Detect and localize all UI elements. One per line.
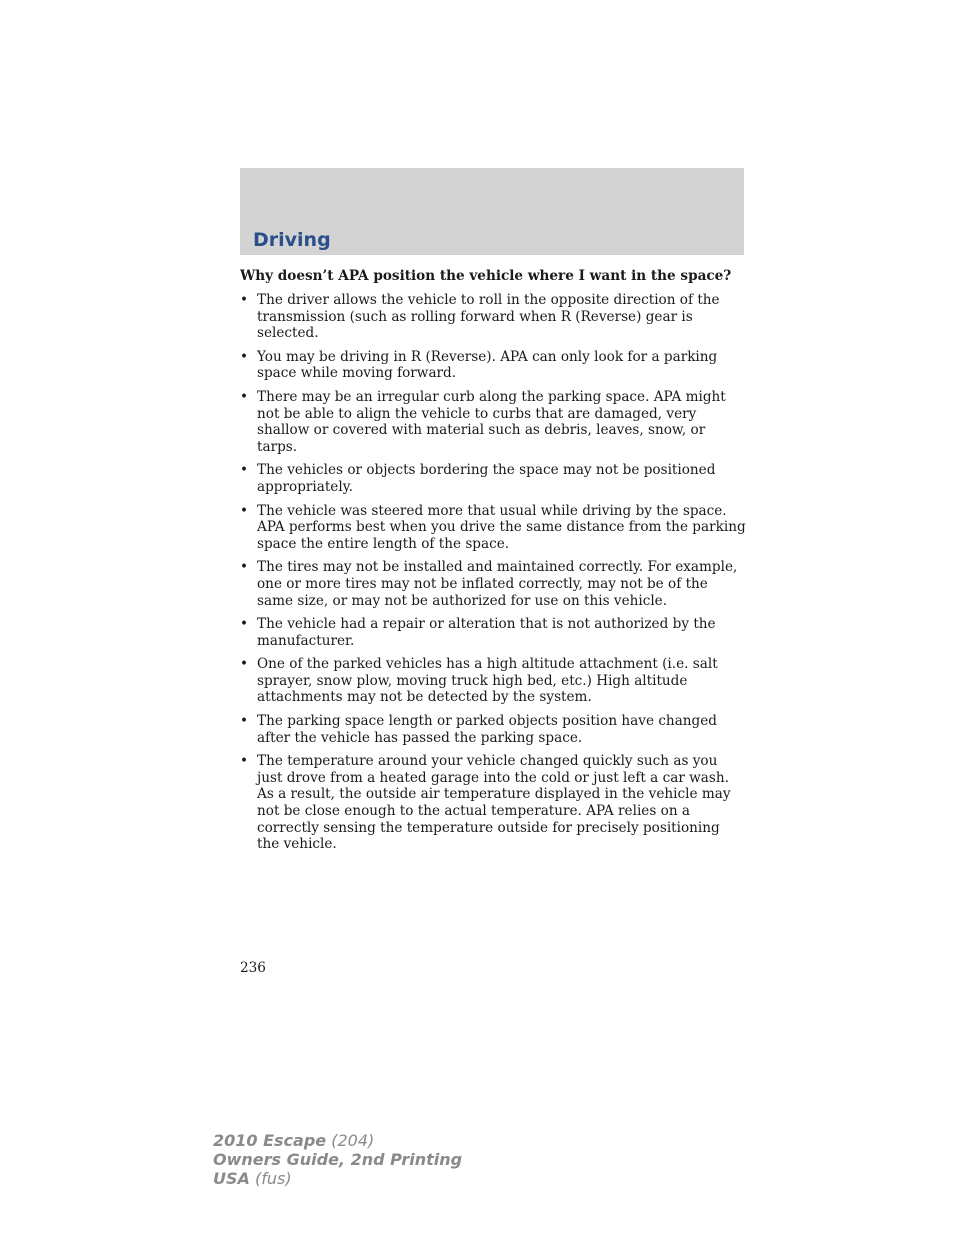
list-item-text: One of the parked vehicles has a high altitude attachment (i.e. salt sprayer, snow plow, moving truck high bed, etc.) High altitude attachments may not be detected by the system. (257, 656, 718, 706)
section-header-band (240, 168, 744, 255)
bullet-icon: • (240, 462, 249, 479)
list-item (240, 389, 746, 455)
bullet-icon: • (240, 388, 249, 405)
footer-market-code: (fus) (255, 1169, 292, 1188)
list-item-text: The tires may not be installed and maintained correctly. For example, one or more tires may not be inflated correctly, may not be of the same size, or may not be authorized for use on this vehicle. (257, 559, 738, 609)
list-item-text: The vehicles or objects bordering the space may not be positioned appropriately. (257, 462, 716, 495)
list-item (240, 753, 746, 853)
list-item (240, 292, 746, 342)
list-item (240, 559, 746, 609)
bullet-list (240, 292, 746, 853)
bullet-icon: • (240, 713, 249, 730)
bullet-icon: • (240, 502, 249, 519)
list-item-text: You may be driving in R (Reverse). APA can only look for a parking space while moving forward. (257, 348, 718, 382)
bullet-icon: • (240, 348, 249, 365)
bullet-icon: • (240, 753, 249, 770)
list-item (240, 656, 746, 706)
footer-model-code: (204) (331, 1131, 375, 1150)
footer-model-name: 2010 Escape (213, 1131, 327, 1150)
bullet-icon: • (240, 559, 249, 576)
page-number: 236 (240, 960, 266, 976)
list-item (240, 713, 746, 746)
bullet-icon: • (240, 656, 249, 673)
footer-line-printing (213, 1150, 462, 1169)
bullet-icon: • (240, 292, 249, 308)
list-item-text: There may be an irregular curb along the parking space. APA might not be able to align the vehicle to curbs that are damaged, very shallow or covered with material such as debris, leaves, snow, or tarps. (257, 388, 726, 455)
main-content (240, 268, 746, 860)
footer-line-market (213, 1169, 462, 1188)
question-heading: Why doesn’t APA position the vehicle where I want in the space? (240, 268, 732, 284)
footer-line-model (213, 1131, 462, 1150)
list-item-text: The temperature around your vehicle changed quickly such as you just drove from a heated garage into the cold or just left a car wash. As a result, the outside air temperature displayed in the vehicle may not be close enough to the actual temperature. APA relies on a correctly sensing the temperature outside for precisely positioning the vehicle. (257, 753, 731, 853)
section-title: Driving (253, 229, 331, 251)
list-item-text: The vehicle had a repair or alteration that is not authorized by the manufacturer. (257, 616, 716, 649)
list-item-text: The driver allows the vehicle to roll in the opposite direction of the transmission (such as rolling forward when R (Reverse) gear is selected. (257, 292, 720, 342)
footer-imprint (213, 1131, 462, 1188)
list-item (240, 349, 746, 382)
list-item-text: The parking space length or parked objects position have changed after the vehicle has passed the parking space. (257, 713, 717, 746)
list-item (240, 616, 746, 649)
footer-market: USA (213, 1169, 250, 1188)
bullet-icon: • (240, 616, 249, 633)
list-item-text: The vehicle was steered more that usual while driving by the space. APA performs best when you drive the same distance from the parking space the entire length of the space. (257, 502, 746, 552)
footer-printing: Owners Guide, 2nd Printing (213, 1150, 463, 1169)
list-item (240, 462, 746, 495)
list-item (240, 503, 746, 553)
